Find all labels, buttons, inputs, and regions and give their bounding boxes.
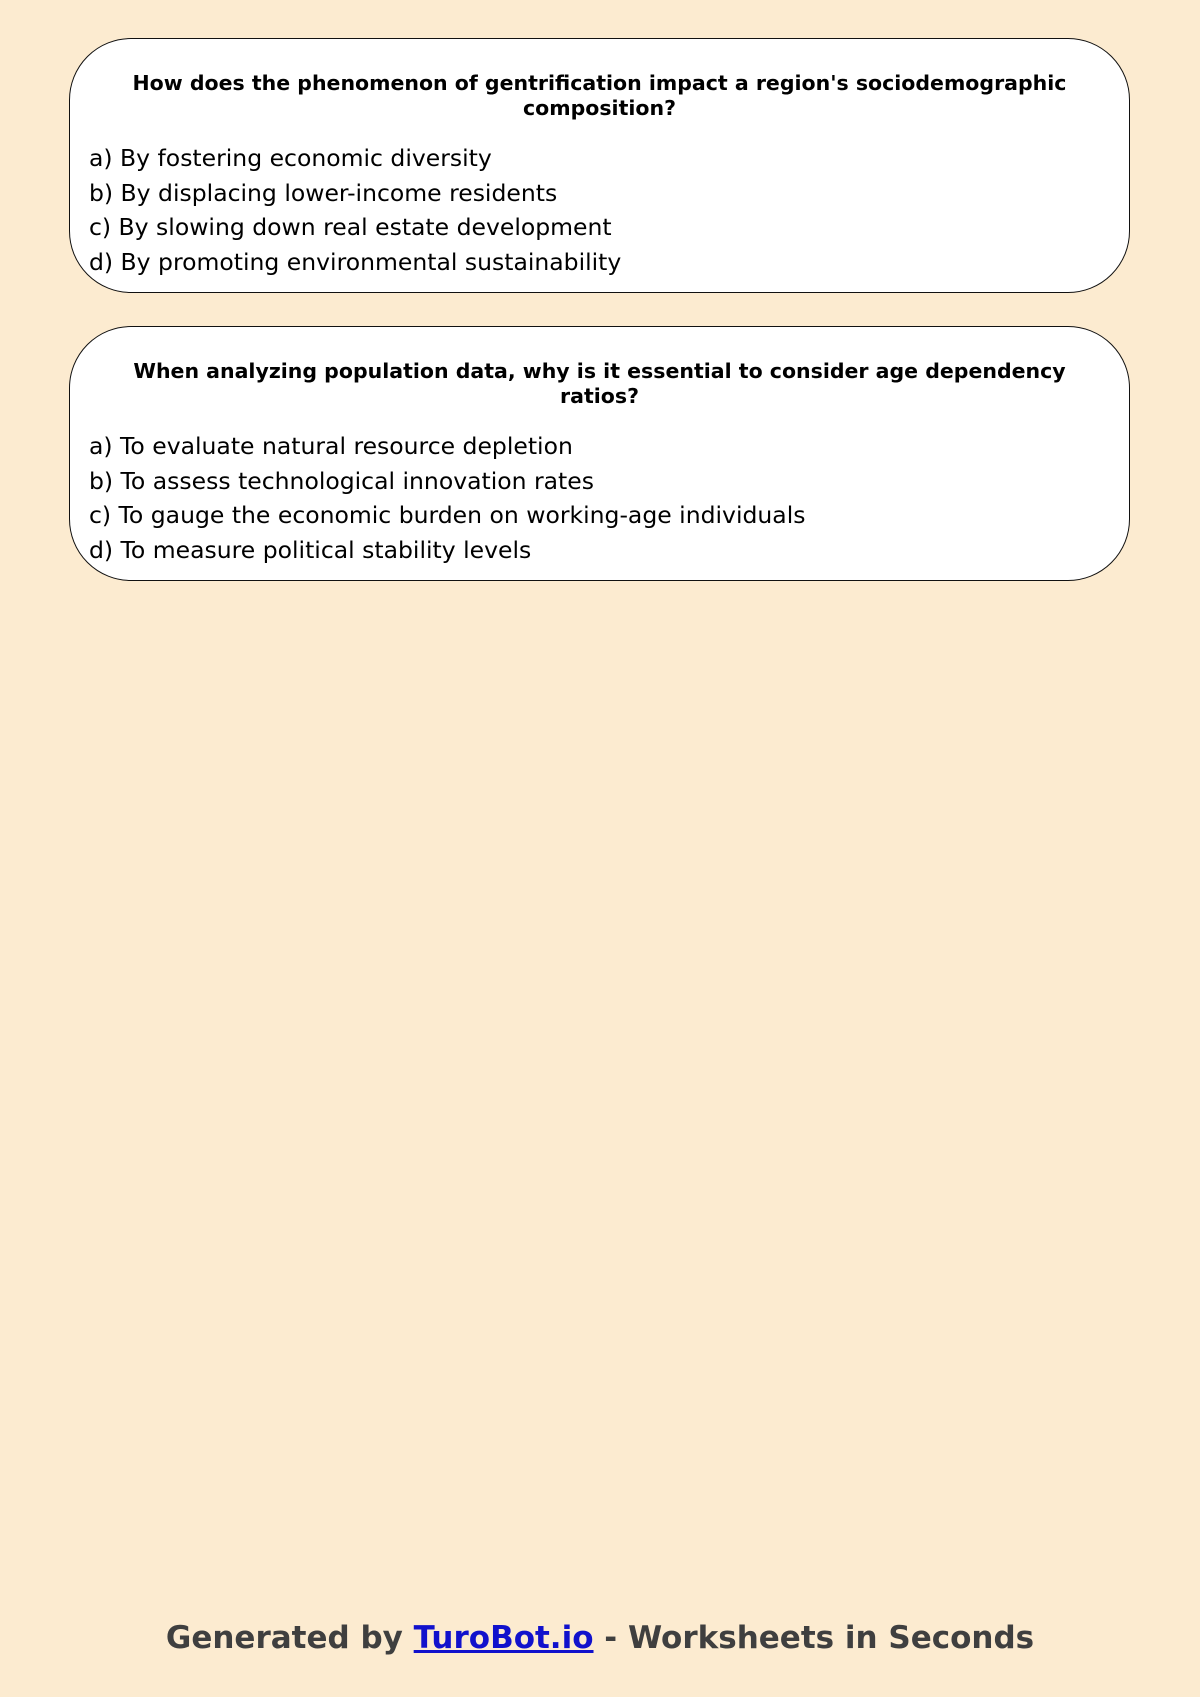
turobot-link[interactable]: TuroBot.io <box>413 1620 594 1656</box>
answer-option: d) To measure political stability levels <box>89 535 532 564</box>
answer-options <box>89 141 621 279</box>
question-text: When analyzing population data, why is it essential to consider age dependency ratios? <box>133 359 1066 408</box>
footer <box>0 1618 1200 1658</box>
answer-options <box>89 429 805 567</box>
footer-prefix: Generated by <box>165 1620 414 1656</box>
answer-option: a) By fostering economic diversity <box>89 144 492 172</box>
answer-option: a) To evaluate natural resource depletion <box>89 432 573 460</box>
answer-option: b) By displacing lower-income residents <box>89 178 558 207</box>
question-text: How does the phenomenon of gentrification impact a region's sociodemographic composition? <box>132 71 1067 120</box>
answer-option: c) By slowing down real estate development <box>89 213 612 241</box>
question-card <box>69 326 1130 581</box>
answer-option: c) To gauge the economic burden on working-age individuals <box>89 501 806 529</box>
question-card <box>69 38 1130 293</box>
footer-suffix: - Worksheets in Seconds <box>593 1620 1035 1656</box>
answer-option: b) To assess technological innovation rates <box>89 466 594 495</box>
answer-option: d) By promoting environmental sustainability <box>89 247 622 276</box>
